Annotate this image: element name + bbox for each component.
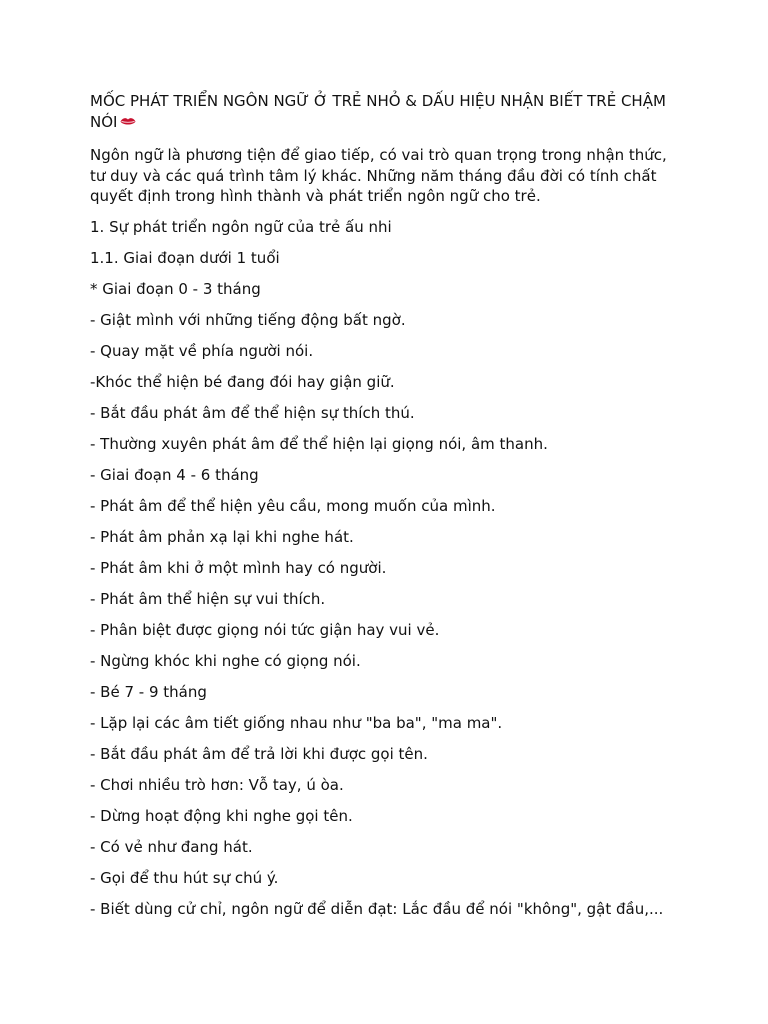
- list-item: - Lặp lại các âm tiết giống nhau như "ba ba", "ma ma".: [90, 713, 503, 732]
- list-item: - Quay mặt về phía người nói.: [90, 341, 314, 360]
- list-item: - Biết dùng cử chỉ, ngôn ngữ để diễn đạt: Lắc đầu để nói "không", gật đầu,...: [90, 899, 664, 918]
- list-item: -Khóc thể hiện bé đang đói hay giận giữ.: [90, 372, 395, 391]
- list-item: - Phát âm khi ở một mình hay có người.: [90, 558, 387, 577]
- document-page: [90, 91, 680, 930]
- stage-heading: * Giai đoạn 0 - 3 tháng: [90, 279, 261, 298]
- content-lines: [90, 217, 680, 920]
- list-item: - Ngừng khóc khi nghe có giọng nói.: [90, 651, 361, 670]
- intro-paragraph: Ngôn ngữ là phương tiện để giao tiếp, có vai trò quan trọng trong nhận thức, tư duy và các quá trình tâm lý khác. Những năm tháng đầu đời có tính chất quyết định trong hình thành và phát triển ngôn ngữ cho trẻ.: [90, 146, 667, 205]
- stage-heading: - Bé 7 - 9 tháng: [90, 682, 207, 701]
- list-item: - Gọi để thu hút sự chú ý.: [90, 868, 279, 887]
- stage-heading: - Giai đoạn 4 - 6 tháng: [90, 465, 259, 484]
- list-item: - Giật mình với những tiếng động bất ngờ.: [90, 310, 406, 329]
- list-item: - Thường xuyên phát âm để thể hiện lại giọng nói, âm thanh.: [90, 434, 548, 453]
- subsection-heading: 1.1. Giai đoạn dưới 1 tuổi: [90, 248, 280, 267]
- list-item: - Có vẻ như đang hát.: [90, 837, 253, 856]
- list-item: - Bắt đầu phát âm để trả lời khi được gọi tên.: [90, 744, 428, 763]
- list-item: - Phân biệt được giọng nói tức giận hay vui vẻ.: [90, 620, 440, 639]
- list-item: - Phát âm để thể hiện yêu cầu, mong muốn của mình.: [90, 496, 496, 515]
- page-title-text: MỐC PHÁT TRIỂN NGÔN NGỮ Ở TRẺ NHỎ & DẤU HIỆU NHẬN BIẾT TRẺ CHẬM NÓI: [90, 92, 666, 131]
- section-heading: 1. Sự phát triển ngôn ngữ của trẻ ấu nhi: [90, 217, 392, 236]
- lips-icon: [120, 117, 136, 126]
- list-item: - Dừng hoạt động khi nghe gọi tên.: [90, 806, 353, 825]
- list-item: - Bắt đầu phát âm để thể hiện sự thích thú.: [90, 403, 415, 422]
- list-item: - Phát âm phản xạ lại khi nghe hát.: [90, 527, 354, 546]
- page-title: [90, 91, 680, 133]
- list-item: - Phát âm thể hiện sự vui thích.: [90, 589, 326, 608]
- list-item: - Chơi nhiều trò hơn: Vỗ tay, ú òa.: [90, 775, 344, 794]
